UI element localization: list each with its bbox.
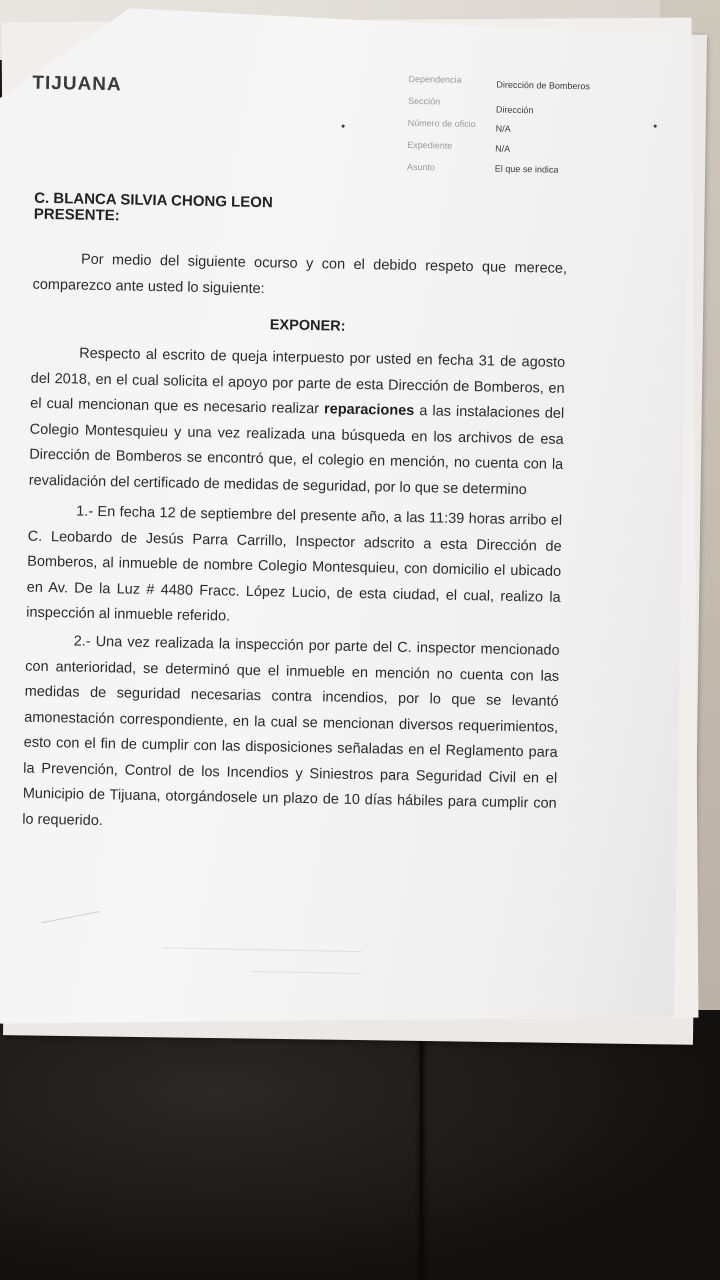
paragraph-complaint-bold: reparaciones: [323, 401, 415, 420]
paragraph-complaint-text-2: a las instalaciones del Colegio Montesquieu y una vez realizada una búsqueda en los archivos de esa Dirección de Bomberos se encontró que, el colegio en mención, no cuenta con la revalidación del certificado de medidas de seguridad, por lo que se determino: [28, 403, 565, 498]
item-inspection-arrival: 1.- En fecha 12 de septiembre del presente año, a las 11:39 horas arribo el C. Leobardo de Jesús Parra Carrillo, Inspector adscrito a esta Dirección de Bomberos, al inmueble de nombre Colegio Montesquieu, con domicilio el ubicado en Av. De la Luz # 4480 Fracc. López Lucio, de esta ciudad, el cual, realizo la inspección al inmueble referido.: [26, 503, 563, 625]
punch-dot: [342, 125, 345, 128]
meta-label-seccion: Sección: [408, 95, 441, 107]
meta-label-numero-oficio: Número de oficio: [407, 117, 476, 130]
paragraph-complaint: [29, 341, 566, 504]
punch-dot: [654, 125, 657, 128]
paragraph-complaint-text-1: Respecto al escrito de queja interpuesto por usted en fecha 31 de agosto del 2018, en el cual solicita el apoyo por parte de esta Dirección de Bomberos, en el cual mencionan que es necesario realizar: [30, 345, 566, 418]
letterhead-logo: TIJUANA: [32, 72, 122, 96]
meta-value-asunto: El que se indica: [494, 163, 559, 175]
meta-label-asunto: Asunto: [406, 161, 435, 173]
couch-surface: [0, 1010, 720, 1280]
paper-smudge: [41, 911, 104, 941]
meta-value-expediente: N/A: [495, 143, 511, 154]
show-through-line: [162, 947, 362, 952]
addressee-salutation: PRESENTE:: [33, 205, 120, 225]
addressee-name: C. BLANCA SILVIA CHONG LEON: [34, 189, 273, 212]
item-inspection-result: 2.- Una vez realizada la inspección por parte del C. inspector mencionado con anterioridad, se determinó que el inmueble en mención no cuenta con las medidas de seguridad necesarias contra incendios, por lo que se levantó amonestación correspondiente, en la cual se mencionan diversos requerimientos, esto con el fin de cumplir con las disposiciones señaladas en el Reglamento para la Prevención, Control de los Incendios y Siniestros para Seguridad Civil en el Municipio de Tijuana, otorgándosele un plazo de 10 días hábiles para cumplir con lo requerido.: [22, 633, 560, 829]
meta-value-dependencia: Dirección de Bomberos: [496, 79, 591, 92]
meta-label-dependencia: Dependencia: [408, 73, 462, 85]
addressee-block: [34, 191, 273, 228]
couch-seam: [420, 1030, 423, 1280]
meta-value-numero-oficio: N/A: [495, 123, 511, 134]
meta-label-expediente: Expediente: [407, 139, 453, 151]
intro-paragraph: Por medio del siguiente ocurso y con el debido respeto que merece, comparezco ante usted lo siguiente:: [32, 251, 568, 297]
meta-value-seccion: Dirección: [495, 104, 534, 116]
show-through-line: [251, 971, 361, 974]
section-heading: EXPONER:: [269, 317, 346, 335]
